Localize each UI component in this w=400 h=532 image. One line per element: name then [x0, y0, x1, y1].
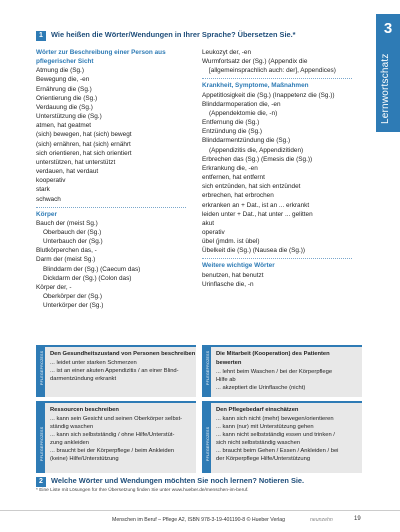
page-number-word: neunzehn: [310, 517, 333, 523]
box-line: zung ankleiden: [50, 440, 89, 446]
vocab-item: Ernährung die (Sg.): [36, 85, 92, 93]
vocab-item: Übelkeit die (Sg.) (Nausea die (Sg.)): [202, 247, 306, 255]
vocab-item: erkranken an + Dat., ist an ... erkrankt: [202, 201, 310, 209]
chapter-number: 3: [383, 20, 393, 37]
page-number: 19: [354, 516, 361, 522]
task-2-number: 2: [36, 477, 46, 487]
box-line: ... kann sich selbstständig / ohne Hilfe/Unterstüt-: [50, 432, 175, 438]
vocab-item: leiden unter + Dat., hat unter ... gelitten: [202, 210, 313, 218]
chapter-side-tab: [376, 14, 400, 132]
vocab-item: Blinddarm der (Sg.) (Caecum das): [43, 265, 141, 273]
vocab-item: Leukozyt der, -en: [202, 49, 252, 56]
vocab-item: Bewegung die, -en: [36, 76, 90, 84]
vocab-item: Appetitlosigkeit die (Sg.) (Inappetenz die (Sg.)): [202, 91, 335, 99]
vocab-item: Wurmfortsatz der (Sg.) (Appendix die: [202, 58, 308, 66]
box-line: ... kann nicht selbstständig essen und trinken /: [216, 432, 335, 438]
task-2-heading: [36, 476, 304, 487]
box-title: Die Mitarbeit (Kooperation) des Patienten: [216, 351, 330, 357]
vocab-left-column: [36, 48, 196, 310]
publication-info: Menschen im Beruf – Pflege A2, ISBN 978-3-19-401190-8 © Hueber Verlag: [112, 517, 285, 523]
box-line: darmentzündung erkrankt: [50, 376, 117, 382]
vocab-item: (sich) ernähren, hat (sich) ernährt: [36, 140, 131, 148]
vocab-item: verdauen, hat verdaut: [36, 168, 99, 176]
vocab-item: schwach: [36, 195, 61, 203]
vocab-item: unterstützen, hat unterstützt: [36, 158, 116, 166]
vocab-item: übel (jmdm. ist übel): [202, 238, 260, 246]
phrase-box-cooperation: [202, 345, 362, 397]
vocab-item: Blinddarmoperation die, -en: [202, 100, 281, 108]
vocab-item: (Appendizitis die, Appendizitiden): [209, 146, 304, 154]
vocab-item: (sich) bewegen, hat (sich) bewegt: [36, 131, 132, 139]
box-line: ... kann sich nicht (mehr) bewegen/orientieren: [216, 416, 334, 422]
vocab-item: Oberbauch der (Sg.): [43, 228, 102, 236]
phrase-box-health-status: [36, 345, 196, 397]
vocab-item: Atmung die (Sg.): [36, 67, 84, 75]
phrase-box-care-needs: [202, 401, 362, 473]
section-divider: [36, 207, 186, 208]
vocab-item: Unterstützung die (Sg.): [36, 113, 102, 121]
box-line: ... ist an einer akuten Appendizitis / an einer Blind-: [50, 368, 179, 374]
box-line: ... kann (nur) mit Unterstützung gehen: [216, 424, 314, 430]
vocab-item: entfernen, hat entfernt: [202, 174, 265, 182]
task-1-number: 1: [36, 31, 46, 41]
vocab-item: Urinflasche die, -n: [202, 280, 254, 288]
vocab-item: (Appendektomie die, -n): [209, 109, 278, 117]
box-title: Ressourcen beschreiben: [50, 407, 119, 413]
box-category-tag: PFLEGEPROZESS: [36, 347, 45, 397]
vocab-item: benutzen, hat benutzt: [202, 271, 264, 279]
box-line: (keine) Hilfe/Unterstützung: [50, 456, 119, 462]
vocab-item: kooperativ: [36, 177, 66, 185]
section-heading-illness: Krankheit, Symptome, Maßnahmen: [202, 82, 309, 90]
section-divider: [202, 258, 352, 259]
footnote: * Eine Liste mit Lösungen für Ihre Übersetzung finden Sie unter www.hueber.de/menschen-im-beruf.: [36, 488, 249, 493]
vocab-item: Oberkörper der (Sg.): [43, 293, 102, 301]
vocab-item: Unterbauch der (Sg.): [43, 238, 103, 246]
vocab-item: Entzündung die (Sg.): [202, 128, 263, 136]
box-line: ... lehnt beim Waschen / bei der Körperpflege: [216, 369, 333, 375]
box-line: ... kann sein Gesicht und seinen Oberkörper selbst-: [50, 416, 183, 422]
vocab-item: Orientierung die (Sg.): [36, 94, 98, 102]
vocab-item: Blinddarmentzündung die (Sg.): [202, 137, 291, 145]
task-2-question: Welche Wörter und Wendungen möchten Sie noch lernen? Notieren Sie.: [51, 476, 305, 485]
vocab-item: Unterkörper der (Sg.): [43, 302, 104, 310]
vocab-item: sich orientieren, hat sich orientiert: [36, 149, 132, 157]
vocab-item: operativ: [202, 228, 225, 236]
vocab-item: Darm der (meist Sg.): [36, 256, 96, 264]
vocab-item: Bauch der (meist Sg.): [36, 219, 98, 227]
vocab-item: Körper der, -: [36, 283, 72, 291]
vocab-item: [allgemeinsprachlich auch: der], Appendices): [209, 67, 336, 75]
section-heading-other: Weitere wichtige Wörter: [202, 262, 275, 270]
vocab-item: stark: [36, 186, 50, 194]
vocab-item: sich entzünden, hat sich entzündet: [202, 183, 301, 191]
vocab-item: Erbrechen das (Sg.) (Emesis die (Sg.)): [202, 155, 313, 163]
section-heading-person: Wörter zur Beschreibung einer Person aus: [36, 49, 166, 56]
section-divider: [202, 78, 352, 79]
vocab-right-column: [202, 48, 372, 289]
box-category-tag: PFLEGEPROZESS: [36, 403, 45, 473]
box-title: Den Gesundheitszustand von Personen beschreiben: [50, 351, 196, 357]
chapter-label: Lernwortschatz: [380, 53, 391, 124]
vocab-item: Dickdarm der (Sg.) (Colon das): [43, 274, 132, 282]
phrase-box-resources: [36, 401, 196, 473]
box-title-cont: bewerten: [216, 360, 242, 366]
section-heading-body: Körper: [36, 210, 57, 218]
box-category-tag: PFLEGEPROZESS: [202, 347, 211, 397]
task-1-heading: [36, 30, 296, 41]
box-line: ... akzeptiert die Urinflasche (nicht): [216, 385, 306, 391]
box-line: ständig waschen: [50, 424, 94, 430]
vocab-item: Verdauung die (Sg.): [36, 103, 93, 111]
box-line: Hilfe ab: [216, 377, 236, 383]
box-line: sich nicht selbstständig waschen: [216, 440, 301, 446]
box-line: ... braucht beim Gehen / Essen / Ankleiden / bei: [216, 448, 339, 454]
vocab-item: Erkrankung die, -en: [202, 164, 258, 172]
vocab-item: Entfernung die (Sg.): [202, 119, 260, 127]
vocab-item: erbrechen, hat erbrochen: [202, 192, 274, 200]
vocab-item: atmen, hat geatmet: [36, 122, 92, 130]
box-title: Den Pflegebedarf einschätzen: [216, 407, 299, 413]
vocab-item: akut: [202, 219, 215, 227]
vocab-item: Blutkörperchen das, -: [36, 247, 97, 255]
box-line: ... braucht bei der Körperpflege / beim Ankleiden: [50, 448, 175, 454]
section-heading-person-cont: pflegerischer Sicht: [36, 58, 94, 66]
box-category-tag: PFLEGEPROZESS: [202, 403, 211, 473]
box-line: ... leidet unter starken Schmerzen: [50, 360, 137, 366]
box-line: der Körperpflege Hilfe/Unterstützung: [216, 456, 311, 462]
page-footer: [0, 510, 400, 531]
task-1-question: Wie heißen die Wörter/Wendungen in Ihrer Sprache? Übersetzen Sie.*: [51, 30, 296, 39]
